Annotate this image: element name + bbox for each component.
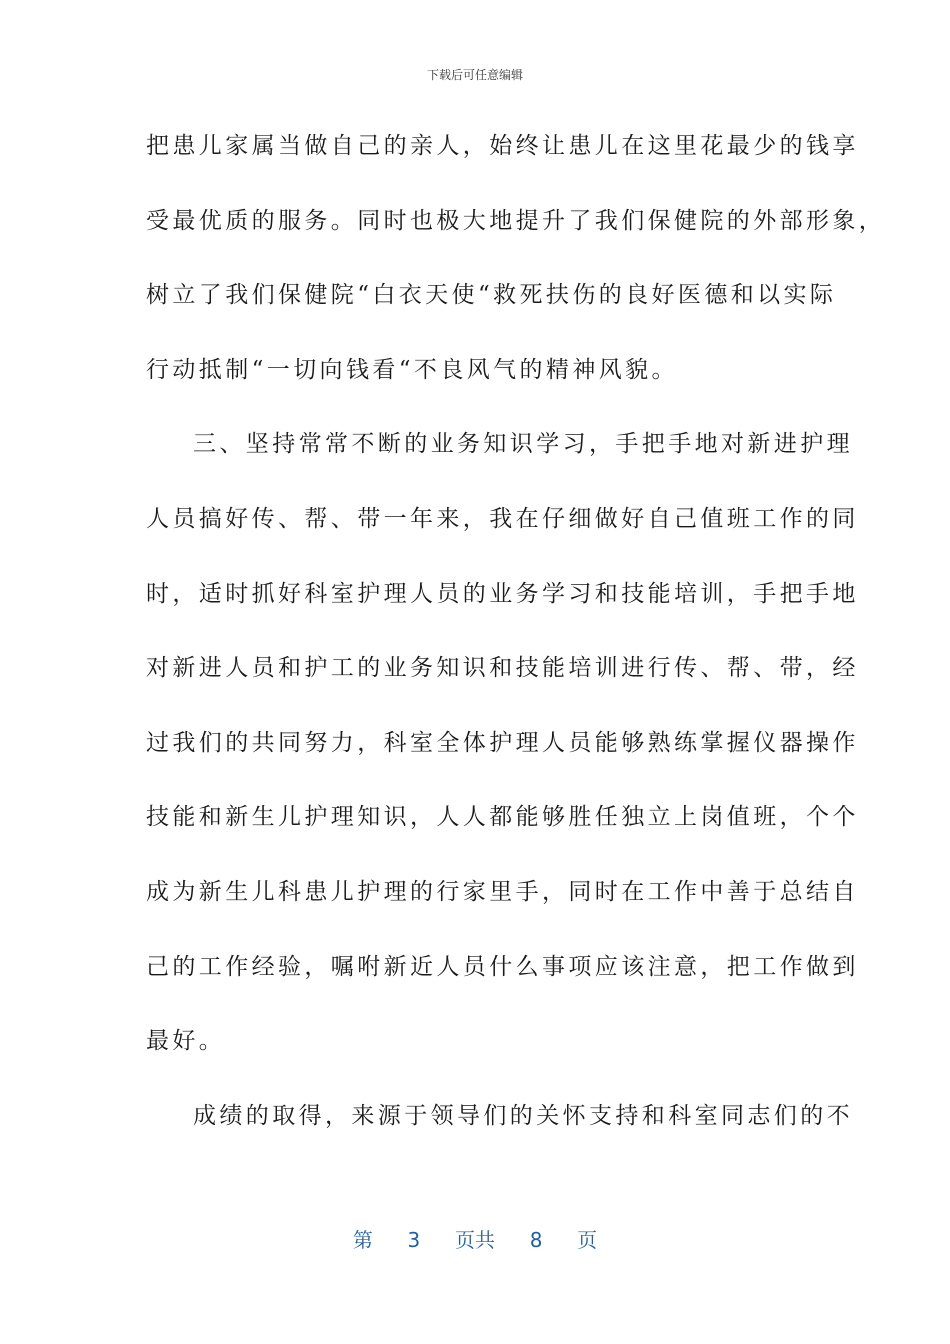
text-line: 受最优质的服务。同时也极大地提升了我们保健院的外部形象， bbox=[146, 207, 886, 234]
page-number-footer bbox=[0, 1224, 950, 1253]
text-line: 过我们的共同努力，科室全体护理人员能够熟练掌握仪器操作 bbox=[146, 729, 859, 756]
current-page-number: 3 bbox=[407, 1228, 421, 1252]
text-line: 己的工作经验，嘱咐新近人员什么事项应该注意，把工作做到 bbox=[146, 953, 859, 980]
paragraph-start-line: 成绩的取得，来源于领导们的关怀支持和科室同志们的不 bbox=[193, 1102, 853, 1129]
text-line: 时，适时抓好科室护理人员的业务学习和技能培训，手把手地 bbox=[146, 580, 859, 607]
paragraph-start-line: 三、坚持常常不断的业务知识学习，手把手地对新进护理 bbox=[193, 431, 853, 458]
footer-suffix: 页 bbox=[577, 1228, 598, 1252]
text-line: 行动抵制“一切向钱看“不良风气的精神风貌。 bbox=[146, 356, 678, 383]
text-line: 人员搞好传、帮、带一年来，我在仔细做好自己值班工作的同 bbox=[146, 505, 859, 532]
page-header-note: 下载后可任意编辑 bbox=[426, 68, 523, 82]
footer-middle: 页共 bbox=[455, 1228, 495, 1252]
document-body bbox=[146, 124, 886, 1168]
text-line: 对新进人员和护工的业务知识和技能培训进行传、帮、带，经 bbox=[146, 655, 859, 682]
footer-prefix: 第 bbox=[352, 1228, 373, 1252]
text-line: 成为新生儿科患儿护理的行家里手，同时在工作中善于总结自 bbox=[146, 878, 859, 905]
text-line: 最好。 bbox=[146, 1028, 226, 1055]
total-page-number: 8 bbox=[529, 1228, 543, 1252]
text-line: 把患儿家属当做自己的亲人，始终让患儿在这里花最少的钱享 bbox=[146, 133, 859, 159]
text-line: 技能和新生儿护理知识，人人都能够胜任独立上岗值班，个个 bbox=[146, 804, 859, 831]
text-line: 树立了我们保健院“白衣天使“救死扶伤的良好医德和以实际 bbox=[146, 282, 837, 309]
